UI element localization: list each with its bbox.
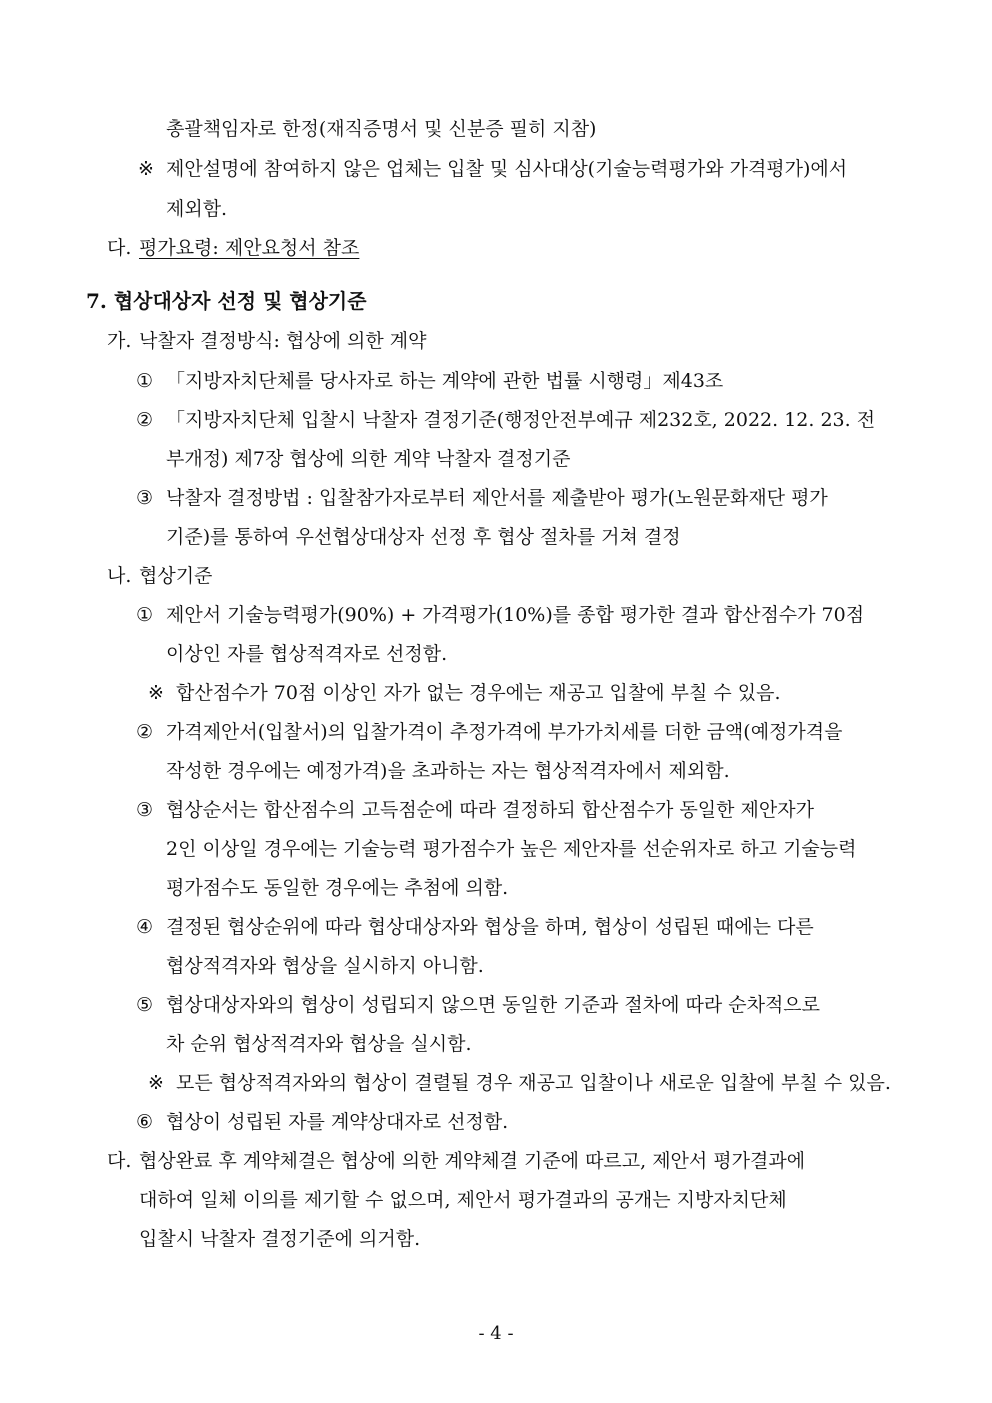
note-line <box>166 157 906 181</box>
subsection-title: 협상기준 <box>139 565 213 587</box>
note-text: 합산점수가 70점 이상인 자가 없는 경우에는 재공고 입찰에 부칠 수 있음. <box>176 682 781 704</box>
note-marker: ※ <box>138 158 154 180</box>
list-prefix: 다. <box>107 1150 132 1172</box>
item-text: 제안서 기술능력평가(90%) + 가격평가(10%)를 종합 평가한 결과 합산점수가 70점 <box>166 604 865 626</box>
item-text: 결정된 협상순위에 따라 협상대상자와 협상을 하며, 협상이 성립된 때에는 다른 <box>166 916 814 938</box>
item-text: 가격제안서(입찰서)의 입찰가격이 추정가격에 부가가치세를 더한 금액(예정가격을 <box>166 721 843 743</box>
item-text: 협상순서는 합산점수의 고득점순에 따라 결정하되 합산점수가 동일한 제안자가 <box>166 799 814 821</box>
item-text: 협상이 성립된 자를 계약상대자로 선정함. <box>166 1111 509 1133</box>
subsection-title: 낙찰자 결정방식: 협상에 의한 계약 <box>139 330 427 352</box>
item-marker: ③ <box>136 487 154 509</box>
note-text: 제안설명에 참여하지 않은 업체는 입찰 및 심사대상(기술능력평가와 가격평가)에서 <box>166 158 848 180</box>
item-text-cont: 협상적격자와 협상을 실시하지 아니함. <box>166 955 484 977</box>
list-prefix: 나. <box>107 565 132 587</box>
item-text-cont: 평가점수도 동일한 경우에는 추첨에 의함. <box>166 877 509 899</box>
paragraph-line: 입찰시 낙찰자 결정기준에 의거함. <box>139 1228 421 1250</box>
text-line: 총괄책임자로 한정(재직증명서 및 신분증 필히 지참) <box>166 118 597 140</box>
list-prefix: 다. <box>107 237 132 259</box>
eval-guideline-text: 평가요령: 제안요청서 참조 <box>139 237 360 259</box>
item-text: 협상대상자와의 협상이 성립되지 않으면 동일한 기준과 절차에 따라 순차적으로 <box>166 994 820 1016</box>
item-text-cont: 차 순위 협상적격자와 협상을 실시함. <box>166 1033 472 1055</box>
item-text-cont: 기준)를 통하여 우선협상대상자 선정 후 협상 절차를 거쳐 결정 <box>166 526 681 548</box>
item-marker: ② <box>136 409 154 431</box>
item-marker: ① <box>136 604 154 626</box>
item-text-cont: 2인 이상일 경우에는 기술능력 평가점수가 높은 제안자를 선순위자로 하고 기술능력 <box>166 838 857 860</box>
list-prefix: 가. <box>107 330 132 352</box>
section-heading: 7. 협상대상자 선정 및 협상기준 <box>86 289 367 313</box>
item-marker: ② <box>136 721 154 743</box>
note-line-cont: 제외함. <box>166 198 228 220</box>
note-text: 모든 협상적격자와의 협상이 결렬될 경우 재공고 입찰이나 새로운 입찰에 부칠 수 있음. <box>176 1072 891 1094</box>
item-text-cont: 부개정) 제7장 협상에 의한 계약 낙찰자 결정기준 <box>166 448 571 470</box>
item-marker: ⑤ <box>136 994 154 1016</box>
item-text: 낙찰자 결정방법 : 입찰참가자로부터 제안서를 제출받아 평가(노원문화재단 평가 <box>166 487 828 509</box>
item-marker: ⑥ <box>136 1111 154 1133</box>
paragraph-line: 협상완료 후 계약체결은 협상에 의한 계약체결 기준에 따르고, 제안서 평가결과에 <box>139 1150 806 1172</box>
item-text: 「지방자치단체 입찰시 낙찰자 결정기준(행정안전부예규 제232호, 2022. 12. 23. 전 <box>166 409 876 431</box>
note-marker: ※ <box>148 1072 164 1094</box>
item-text: 「지방자치단체를 당사자로 하는 계약에 관한 법률 시행령」제43조 <box>166 370 724 392</box>
item-text-cont: 이상인 자를 협상적격자로 선정함. <box>166 643 448 665</box>
paragraph-line: 대하여 일체 이의를 제기할 수 없으며, 제안서 평가결과의 공개는 지방자치단체 <box>139 1189 787 1211</box>
item-marker: ① <box>136 370 154 392</box>
item-text-cont: 작성한 경우에는 예정가격)을 초과하는 자는 협상적격자에서 제외함. <box>166 760 730 782</box>
item-marker: ③ <box>136 799 154 821</box>
note-marker: ※ <box>148 682 164 704</box>
item-marker: ④ <box>136 916 154 938</box>
page-number: - 4 - <box>478 1323 514 1344</box>
